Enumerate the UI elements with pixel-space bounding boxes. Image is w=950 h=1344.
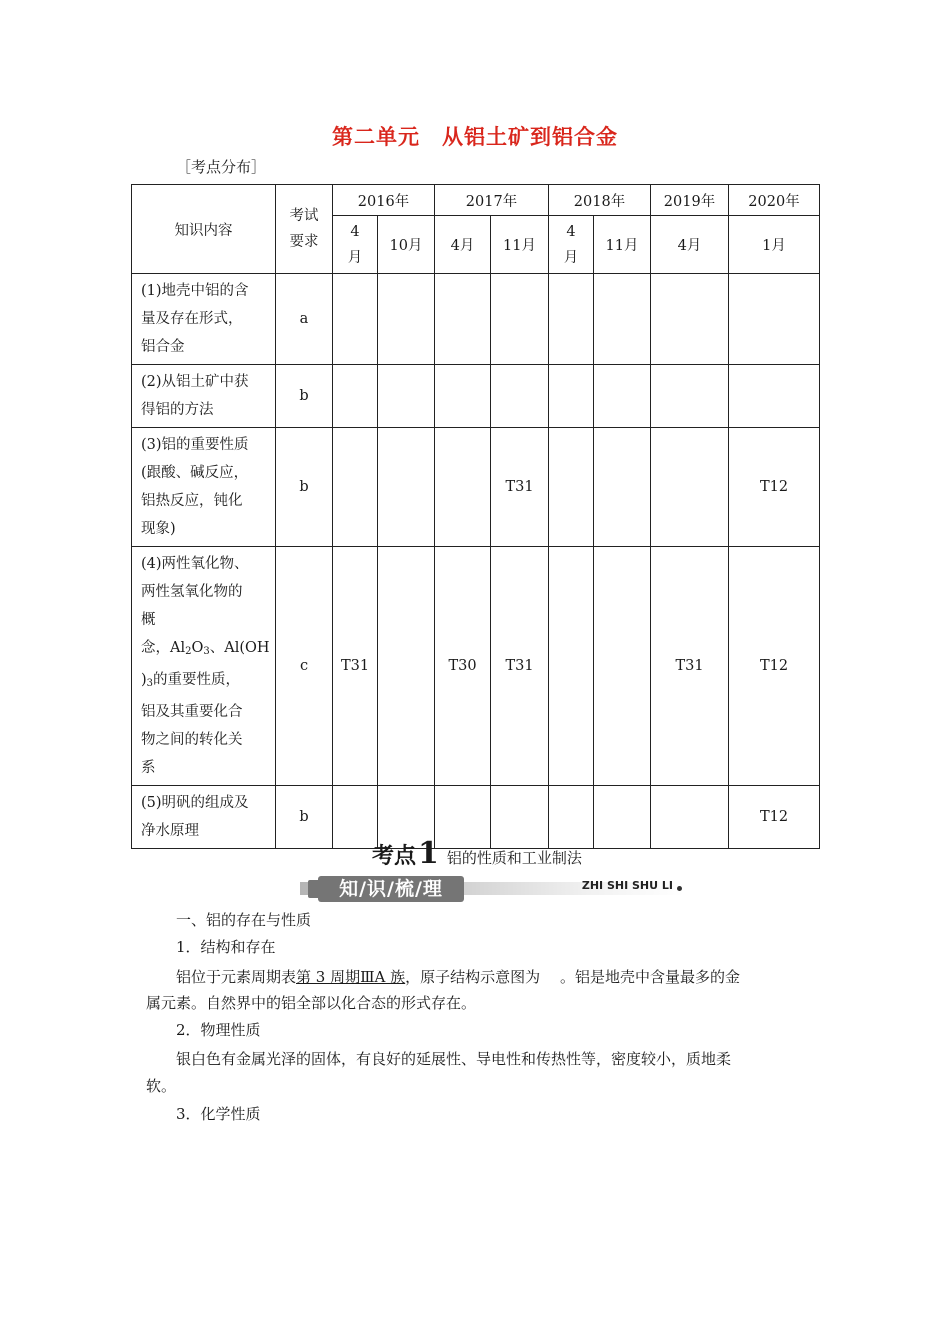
paragraph-line: 属元素。自然界中的铝全部以化合态的形式存在。: [146, 994, 477, 1012]
data-cell: [378, 365, 435, 428]
subsection-heading: 3．化学性质: [176, 1105, 261, 1123]
year-2017: 2017年: [435, 185, 549, 216]
data-cell: [549, 547, 594, 786]
requirement-cell: b: [276, 428, 333, 547]
data-cell: [491, 274, 549, 365]
data-cell: T31: [651, 547, 729, 786]
content-line: 净水原理: [141, 823, 199, 839]
month-cell: 11月: [491, 216, 549, 274]
content-line-formula: [141, 634, 269, 666]
kaodian-label: 考点: [372, 844, 417, 869]
data-cell: [333, 428, 378, 547]
content-line: 系: [141, 760, 156, 776]
data-cell: [378, 428, 435, 547]
table-row: [132, 547, 820, 786]
paragraph-line: 软。: [146, 1077, 177, 1095]
month-cell: [549, 216, 594, 274]
data-cell: T31: [491, 547, 549, 786]
content-line: 现象): [141, 521, 176, 537]
section-heading: 一、铝的存在与性质: [176, 911, 312, 929]
data-cell: [333, 365, 378, 428]
requirement-cell: b: [276, 786, 333, 849]
data-cell: [435, 365, 491, 428]
paragraph-text: 铝位于元素周期表: [176, 968, 297, 986]
data-cell: [549, 428, 594, 547]
formula-subscript: 3: [203, 646, 210, 657]
content-line: 量及存在形式，: [141, 311, 243, 327]
banner-label: 知/识/梳/理: [318, 876, 464, 902]
data-cell: [729, 274, 820, 365]
month-label: 4月: [563, 223, 579, 266]
year-2016: 2016年: [333, 185, 435, 216]
content-line: 得铝的方法: [141, 402, 214, 418]
content-cell: [132, 365, 276, 428]
content-cell: [132, 547, 276, 786]
data-cell: [651, 428, 729, 547]
header-content: 知识内容: [132, 185, 276, 274]
data-cell: [594, 365, 651, 428]
content-line: (5)明矾的组成及: [141, 795, 249, 811]
formula-subscript: 3: [146, 678, 154, 689]
data-cell: [378, 547, 435, 786]
content-line: (3)铝的重要性质: [141, 437, 249, 453]
knowledge-banner: [300, 876, 684, 902]
content-line: 两性氢氧化物的: [141, 584, 243, 600]
banner-english: ZHI SHI SHU LI: [581, 879, 673, 892]
content-cell: [132, 786, 276, 849]
requirement-cell: b: [276, 365, 333, 428]
data-cell: T12: [729, 428, 820, 547]
content-line: (2)从铝土矿中获: [141, 374, 249, 390]
header-requirement-text: 考试要求: [289, 208, 319, 250]
subsection-heading: 1．结构和存在: [176, 938, 276, 956]
content-line: 的重要性质，: [153, 672, 241, 688]
data-cell: [435, 428, 491, 547]
data-cell: T12: [729, 547, 820, 786]
content-line: (4)两性氧化物、: [141, 556, 249, 572]
formula-part: ): [141, 672, 147, 688]
section-label: ［考点分布］: [176, 158, 267, 176]
content-line: (1)地壳中铝的含: [141, 283, 249, 299]
paragraph-line: 银白色有金属光泽的固体，有良好的延展性、导电性和传热性等，密度较小，质地柔: [176, 1050, 732, 1068]
content-line: 概: [141, 612, 156, 628]
month-cell: 11月: [594, 216, 651, 274]
year-2020: 2020年: [729, 185, 820, 216]
formula-part: O: [191, 640, 204, 656]
month-cell: 1月: [729, 216, 820, 274]
data-cell: [333, 786, 378, 849]
content-line-formula: [141, 666, 269, 698]
data-cell: [435, 274, 491, 365]
subsection-heading: 2．物理性质: [176, 1021, 261, 1039]
data-cell: [549, 365, 594, 428]
year-2018: 2018年: [549, 185, 651, 216]
header-requirement: [276, 185, 333, 274]
content-cell: [132, 428, 276, 547]
content-line: 铝热反应，钝化: [141, 493, 243, 509]
data-cell: [651, 365, 729, 428]
data-cell: [651, 786, 729, 849]
content-cell: [132, 274, 276, 365]
banner-pin: [308, 880, 318, 898]
content-line: 铝合金: [141, 339, 185, 355]
underlined-answer: 第 3 周期ⅢA 族: [296, 968, 406, 986]
data-cell: [491, 365, 549, 428]
data-cell: T12: [729, 786, 820, 849]
requirement-cell: a: [276, 274, 333, 365]
bullet-dot-icon: [677, 886, 682, 891]
data-cell: [594, 274, 651, 365]
requirement-cell: c: [276, 547, 333, 786]
table-row: [132, 365, 820, 428]
data-cell: [549, 274, 594, 365]
content-line: (跟酸、碱反应，: [141, 465, 249, 481]
data-cell: [729, 365, 820, 428]
month-cell: 10月: [378, 216, 435, 274]
month-cell: 4月: [435, 216, 491, 274]
data-cell: [594, 547, 651, 786]
kaodian-heading: [372, 836, 582, 871]
page-title: 第二单元 从铝土矿到铝合金: [332, 125, 618, 149]
formula-subscript: 2: [185, 646, 192, 657]
exam-distribution-table: [131, 184, 820, 849]
paragraph-text: ，原子结构示意图为 。铝是地壳中含量最多的金: [405, 968, 740, 986]
data-cell: T31: [491, 428, 549, 547]
year-2019: 2019年: [651, 185, 729, 216]
table-row: [132, 428, 820, 547]
month-cell: [333, 216, 378, 274]
kaodian-subtitle: 铝的性质和工业制法: [446, 849, 582, 867]
content-line: 铝及其重要化合: [141, 704, 243, 720]
formula-part: 、Al(OH: [209, 640, 270, 656]
data-cell: [333, 274, 378, 365]
data-cell: [378, 274, 435, 365]
month-label: 4月: [347, 223, 363, 266]
data-cell: [594, 786, 651, 849]
data-cell: [651, 274, 729, 365]
month-cell: 4月: [651, 216, 729, 274]
data-cell: T31: [333, 547, 378, 786]
formula-part: 念，Al: [141, 640, 186, 656]
data-cell: T30: [435, 547, 491, 786]
paragraph-line: [176, 967, 740, 987]
table-row: [132, 274, 820, 365]
kaodian-number: 1: [418, 836, 439, 871]
content-line: 物之间的转化关: [141, 732, 243, 748]
data-cell: [594, 428, 651, 547]
